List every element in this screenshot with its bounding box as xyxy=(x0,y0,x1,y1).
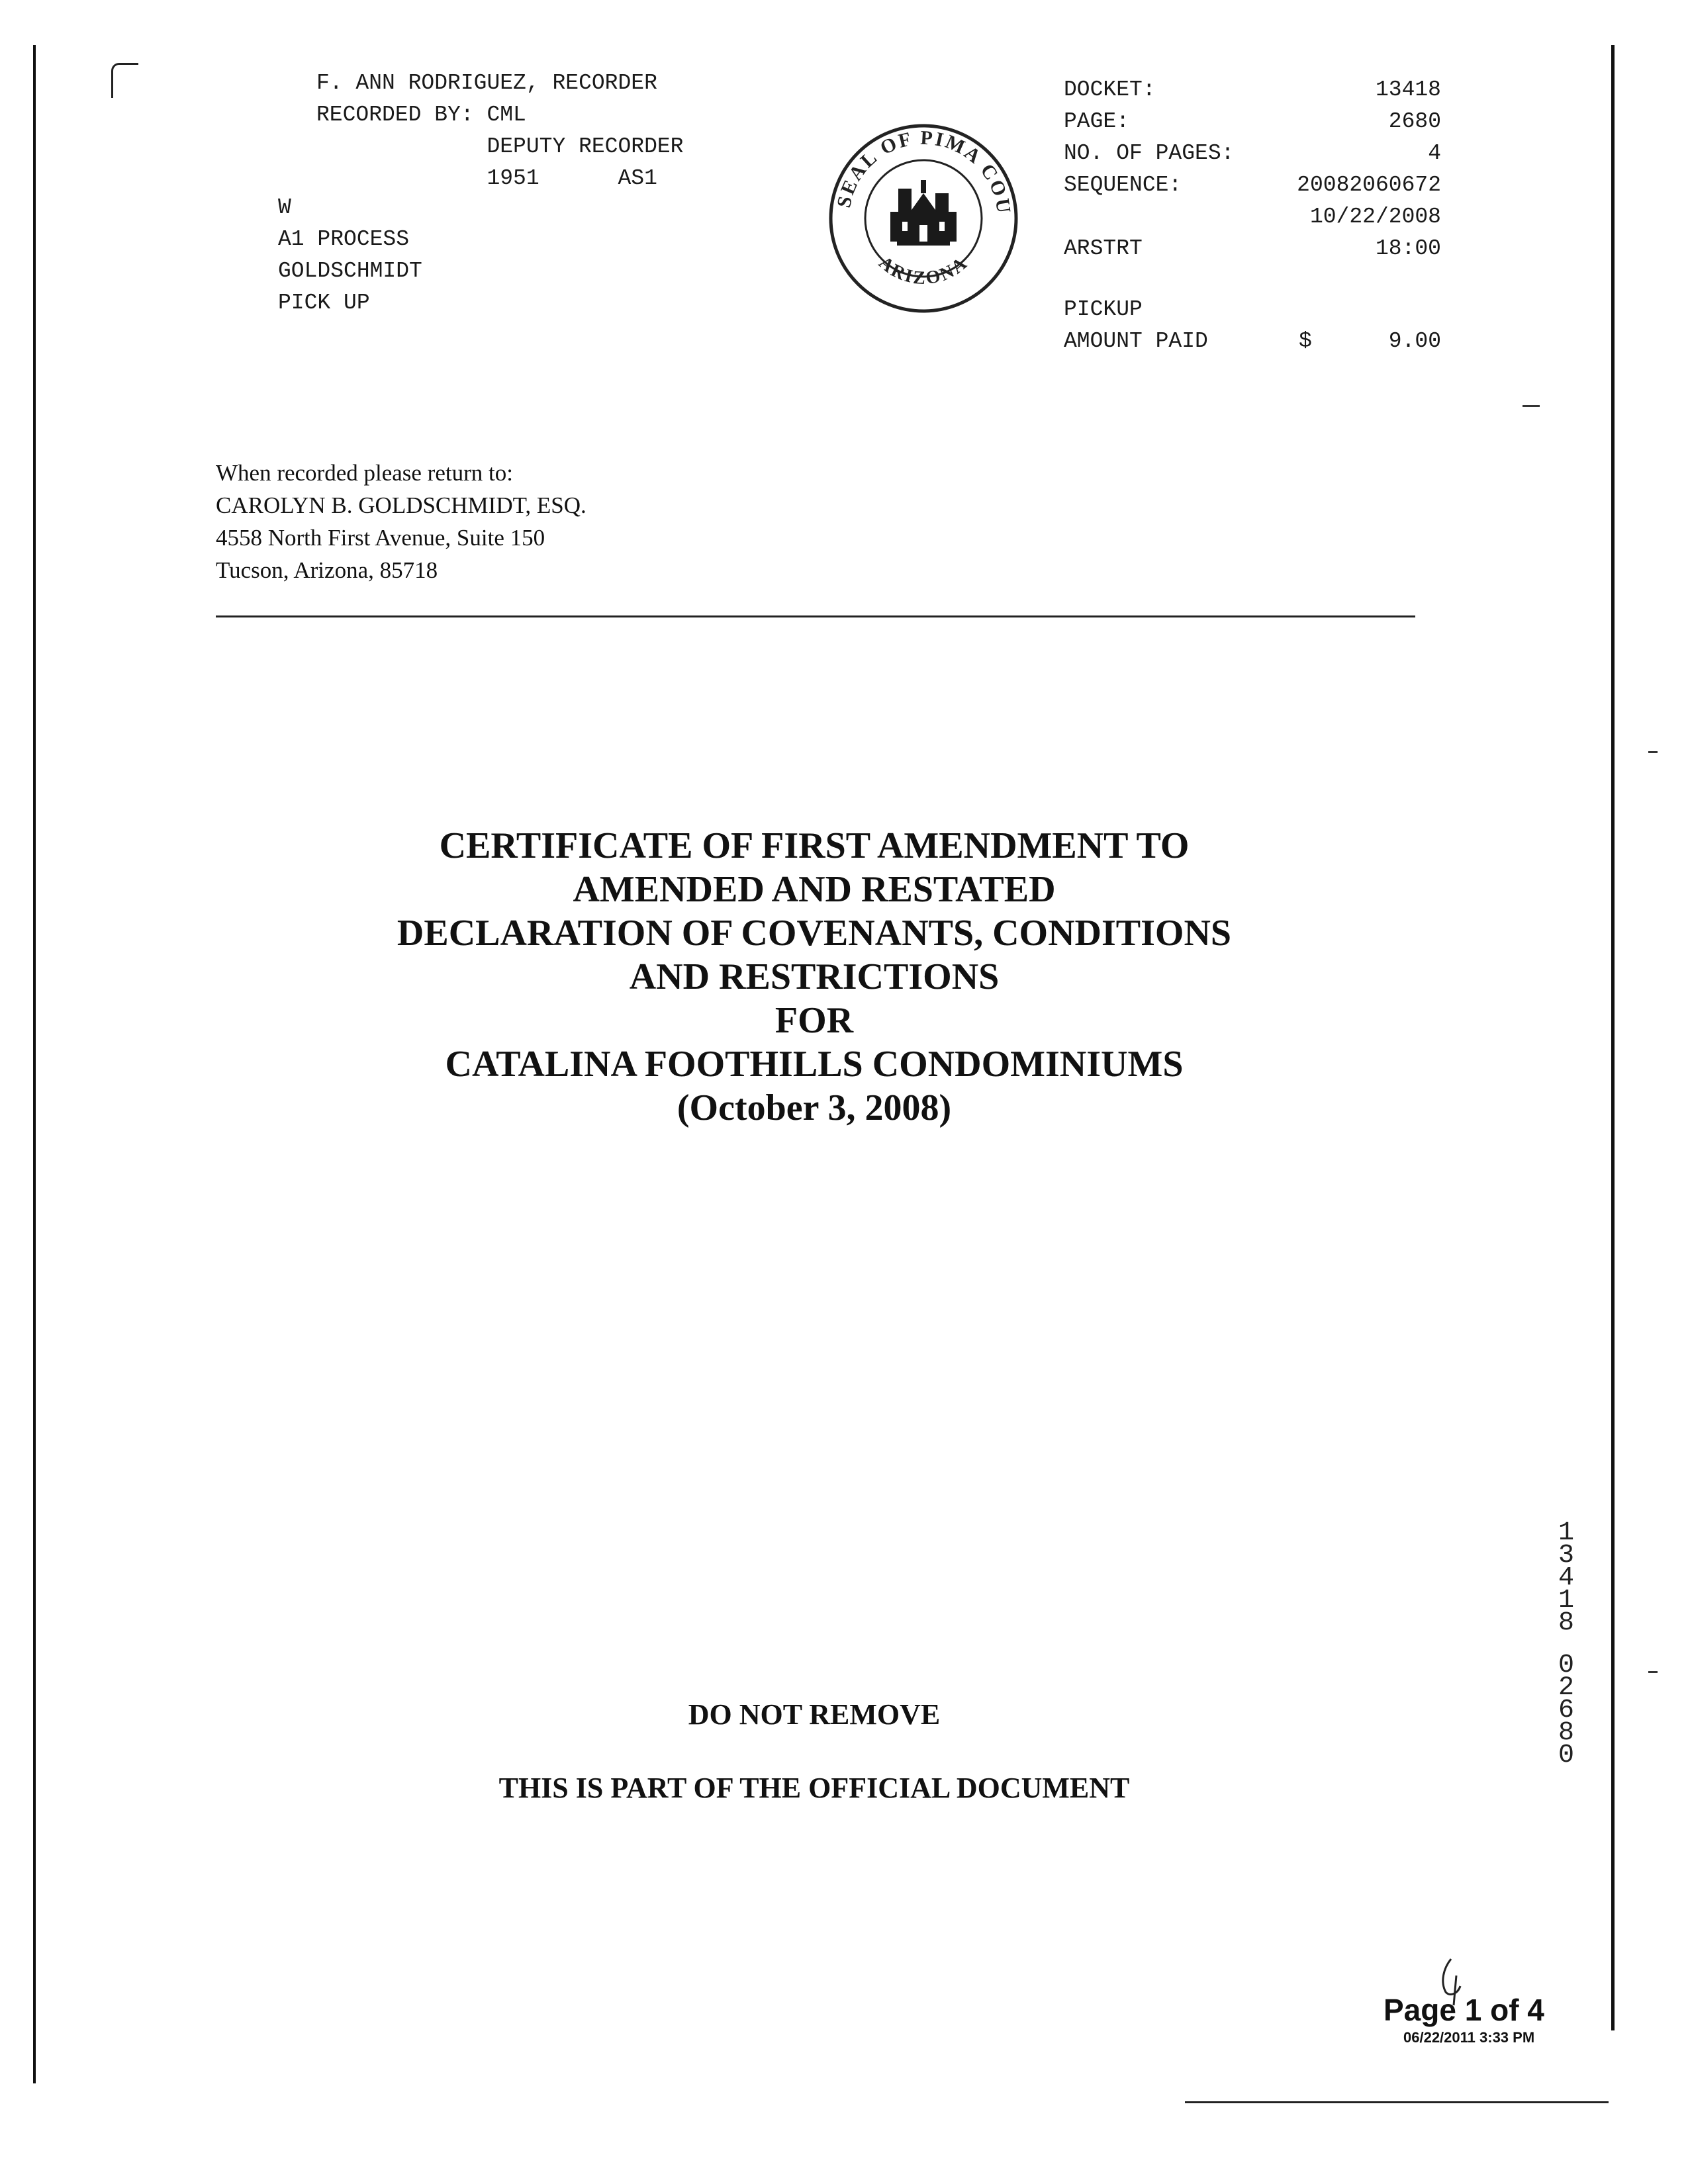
notice-block xyxy=(218,1698,1410,1805)
sequence-row xyxy=(1064,169,1441,201)
document-title xyxy=(218,824,1410,1130)
stamp-digit: 1 xyxy=(1558,1518,1574,1548)
title-line: FOR xyxy=(774,1000,854,1041)
bottom-rule xyxy=(1185,2101,1609,2103)
page-value: 2680 xyxy=(1388,109,1441,134)
title-line: AND RESTRICTIONS xyxy=(629,956,1000,997)
recorder-name: F. ANN RODRIGUEZ, RECORDER xyxy=(316,71,657,95)
title-line: CERTIFICATE OF FIRST AMENDMENT TO xyxy=(439,825,1190,866)
stamp-digit: 8 xyxy=(1558,1718,1574,1748)
page-row xyxy=(1064,106,1441,138)
docket-block xyxy=(1064,74,1441,357)
amount-label: AMOUNT PAID xyxy=(1064,329,1208,353)
amount-currency: $ xyxy=(1299,329,1312,353)
stamp-digit: 2 xyxy=(1558,1673,1574,1703)
return-name: CAROLYN B. GOLDSCHMIDT, ESQ. xyxy=(216,492,586,518)
return-address-block xyxy=(216,457,586,586)
page-number: Page 1 of 4 xyxy=(1383,1993,1544,2027)
recorded-date: 10/22/2008 xyxy=(1309,205,1441,229)
title-date: (October 3, 2008) xyxy=(677,1087,952,1128)
docket-page-stamp xyxy=(1546,1518,1586,1770)
routing-line: PICK UP xyxy=(278,291,370,315)
svg-text:ARIZONA xyxy=(874,252,972,289)
seal-icon xyxy=(824,119,1023,318)
pickup-label: PICKUP xyxy=(1064,297,1143,322)
arstrt-row xyxy=(1064,233,1441,265)
deputy-recorder: DEPUTY RECORDER xyxy=(316,134,684,159)
return-city: Tucson, Arizona, 85718 xyxy=(216,557,438,583)
pima-county-seal xyxy=(824,119,1023,318)
routing-line: W xyxy=(278,195,291,220)
arstrt-label: ARSTRT xyxy=(1064,236,1143,261)
routing-line: A1 PROCESS xyxy=(278,227,410,251)
amount-group xyxy=(1299,326,1441,357)
routing-line: GOLDSCHMIDT xyxy=(278,259,422,283)
sequence-value: 20082060672 xyxy=(1297,173,1441,197)
scan-tick xyxy=(1648,1671,1658,1673)
pages-value: 4 xyxy=(1428,141,1441,165)
corner-mark xyxy=(111,63,138,98)
seal-top-text: SEAL OF PIMA COU xyxy=(833,126,1015,216)
page-label: PAGE: xyxy=(1064,109,1130,134)
seal-bottom-text: ARIZONA xyxy=(874,252,972,289)
pickup-row xyxy=(1064,294,1441,326)
print-timestamp: 06/22/2011 3:33 PM xyxy=(1403,2029,1535,2046)
recorded-by: RECORDED BY: CML xyxy=(316,103,526,127)
scan-tick xyxy=(1648,751,1658,753)
return-instruction: When recorded please return to: xyxy=(216,460,513,486)
header-divider xyxy=(216,615,1415,617)
scan-left-edge xyxy=(33,45,36,2083)
docket-label: DOCKET: xyxy=(1064,77,1156,102)
title-line: AMENDED AND RESTATED xyxy=(573,869,1056,910)
recorder-code: 1951 AS1 xyxy=(316,166,657,191)
stamp-digit: 8 xyxy=(1558,1608,1574,1638)
stamp-digit: 0 xyxy=(1558,1651,1574,1680)
stamp-digit: 6 xyxy=(1558,1696,1574,1725)
docket-value: 13418 xyxy=(1375,77,1441,102)
docket-row xyxy=(1064,74,1441,106)
stamp-digit: 0 xyxy=(1558,1741,1574,1770)
date-row xyxy=(1064,201,1441,233)
do-not-remove-text: DO NOT REMOVE xyxy=(688,1698,941,1731)
stamp-digit: 3 xyxy=(1558,1541,1574,1570)
routing-block xyxy=(278,192,422,319)
pages-label: NO. OF PAGES: xyxy=(1064,141,1235,165)
sequence-label: SEQUENCE: xyxy=(1064,173,1182,197)
amount-row xyxy=(1064,326,1441,357)
scan-right-edge xyxy=(1611,45,1615,2030)
title-line: DECLARATION OF COVENANTS, CONDITIONS xyxy=(397,913,1232,954)
scan-tick xyxy=(1523,405,1540,407)
official-document-text: THIS IS PART OF THE OFFICIAL DOCUMENT xyxy=(498,1772,1130,1804)
stamp-digit: 4 xyxy=(1558,1563,1574,1593)
amount-value: 9.00 xyxy=(1388,329,1441,353)
title-line: CATALINA FOOTHILLS CONDOMINIUMS xyxy=(445,1044,1184,1085)
stamp-digit: 1 xyxy=(1558,1586,1574,1615)
recorded-time: 18:00 xyxy=(1375,236,1441,261)
recorder-block xyxy=(316,68,684,195)
return-street: 4558 North First Avenue, Suite 150 xyxy=(216,525,545,551)
pages-row xyxy=(1064,138,1441,169)
